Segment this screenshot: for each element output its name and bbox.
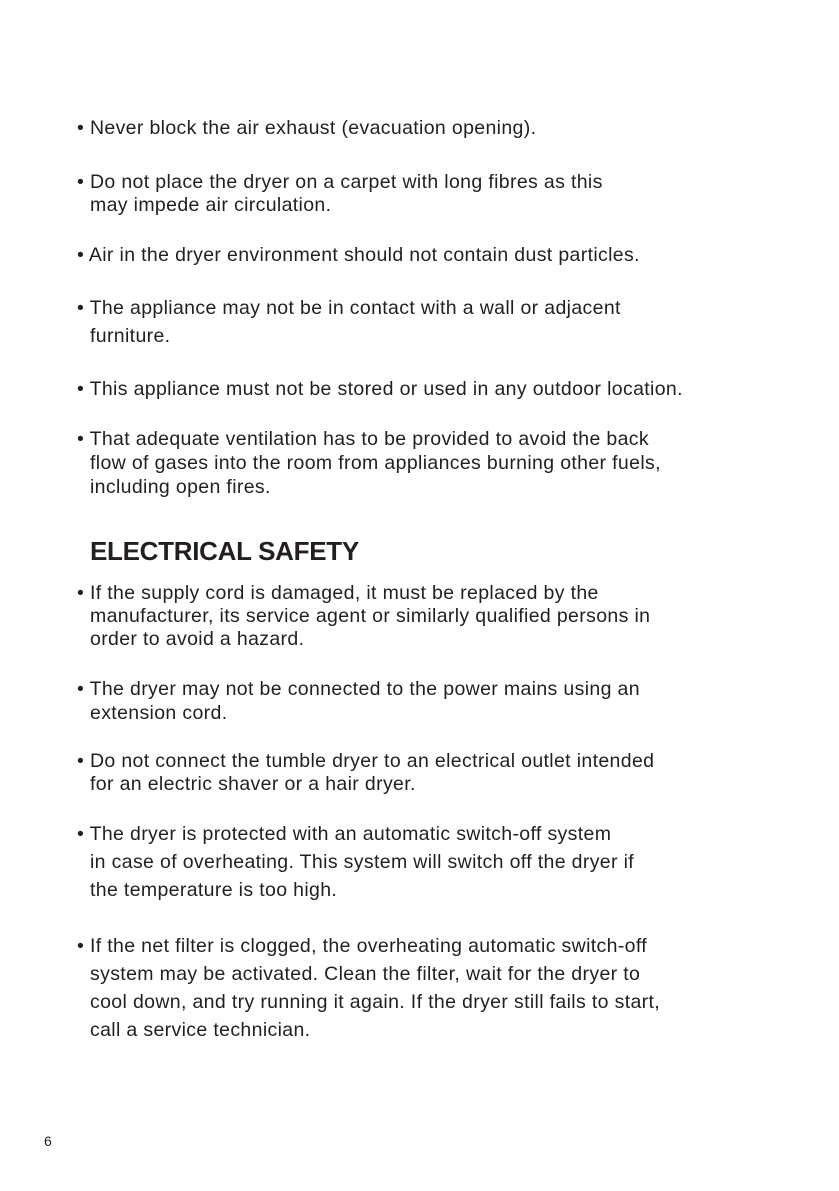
bullet-line: in case of overheating. This system will switch off the dryer if <box>90 851 635 873</box>
bullet-line: • Do not place the dryer on a carpet with long fibres as this <box>77 171 603 193</box>
bullet-line: • The dryer is protected with an automatic switch-off system <box>77 823 612 845</box>
bullet-line: including open fires. <box>90 476 271 498</box>
bullet-line: call a service technician. <box>90 1019 311 1041</box>
bullet-line: cool down, and try running it again. If the dryer still fails to start, <box>90 991 661 1013</box>
section-heading-electrical-safety: ELECTRICAL SAFETY <box>90 536 359 566</box>
bullet-line: furniture. <box>90 325 171 347</box>
bullet-line: manufacturer, its service agent or similarly qualified persons in <box>90 605 651 627</box>
bullet-line: extension cord. <box>90 702 228 724</box>
bullet-line: • The dryer may not be connected to the power mains using an <box>77 678 640 700</box>
bullet-line: system may be activated. Clean the filter, wait for the dryer to <box>90 963 641 985</box>
page-number: 6 <box>44 1133 52 1149</box>
bullet-line: • Never block the air exhaust (evacuation opening). <box>77 117 537 139</box>
bullet-line: • That adequate ventilation has to be provided to avoid the back <box>77 428 649 450</box>
bullet-line: • This appliance must not be stored or used in any outdoor location. <box>77 378 683 400</box>
bullet-line: • If the net filter is clogged, the overheating automatic switch-off <box>77 935 648 957</box>
bullet-line: • If the supply cord is damaged, it must be replaced by the <box>77 582 599 604</box>
bullet-line: • The appliance may not be in contact with a wall or adjacent <box>77 297 621 319</box>
bullet-line: for an electric shaver or a hair dryer. <box>90 773 416 795</box>
bullet-line: flow of gases into the room from appliances burning other fuels, <box>90 452 661 474</box>
bullet-line: order to avoid a hazard. <box>90 628 305 650</box>
bullet-line: may impede air circulation. <box>90 194 332 216</box>
bullet-line: • Do not connect the tumble dryer to an electrical outlet intended <box>77 750 655 772</box>
bullet-line: • Air in the dryer environment should not contain dust particles. <box>77 244 640 266</box>
bullet-line: the temperature is too high. <box>90 879 338 901</box>
